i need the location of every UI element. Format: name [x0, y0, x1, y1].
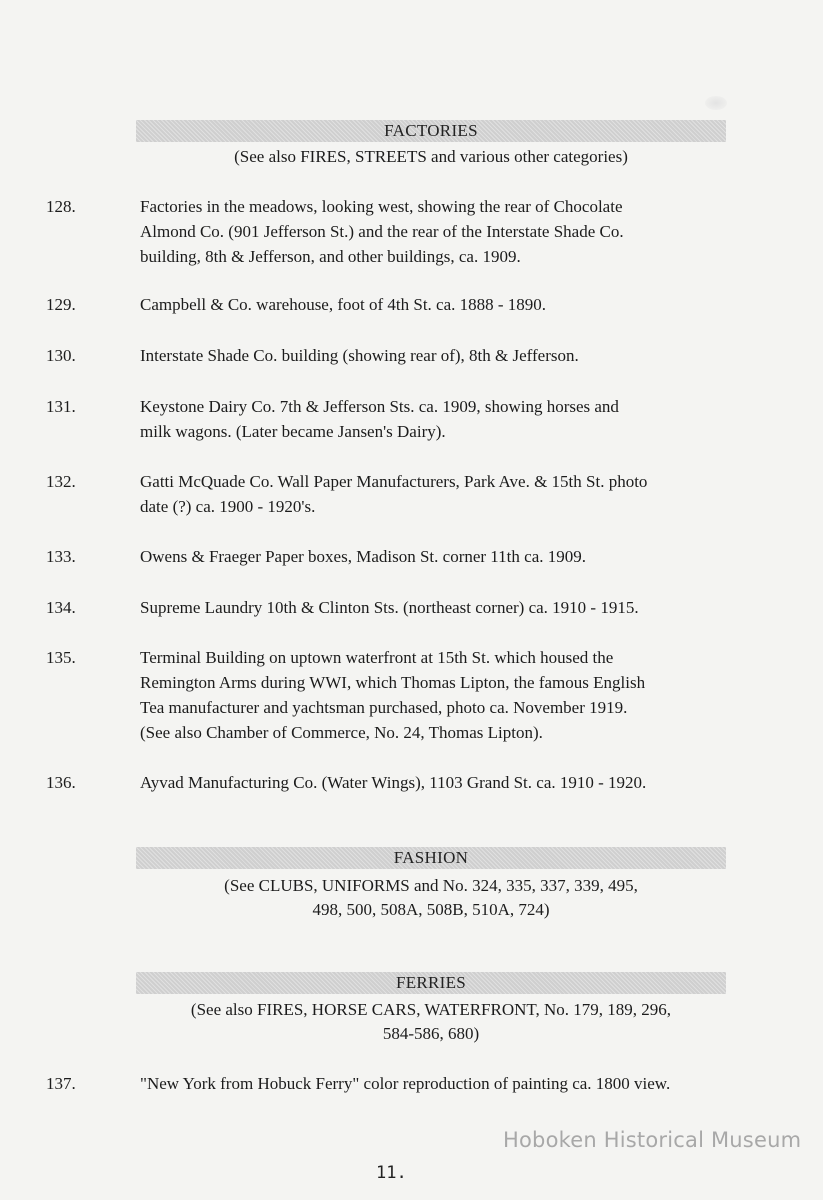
entry-description: Interstate Shade Co. building (showing rear of), 8th & Jefferson. — [140, 346, 579, 365]
entry-description: Terminal Building on uptown waterfront at 15th St. which housed the Remington Arms during WWI, which Thomas Lipton, the famous English Tea manufacturer and yachtsman purchased, photo ca. November 1919. (See also Chamber of Commerce, No. 24, Thomas Lipton). — [140, 648, 646, 742]
paper-speck — [705, 96, 727, 110]
entry-number: 133. — [46, 547, 76, 566]
entry-description: Campbell & Co. warehouse, foot of 4th St. ca. 1888 - 1890. — [140, 295, 547, 314]
watermark: Hoboken Historical Museum — [503, 1128, 802, 1152]
entry-description: "New York from Hobuck Ferry" color reproduction of painting ca. 1800 view. — [140, 1074, 671, 1093]
entry-number: 132. — [46, 472, 76, 491]
entry-description: Gatti McQuade Co. Wall Paper Manufacturers, Park Ave. & 15th St. photo date (?) ca. 1900 - 1920's. — [140, 472, 648, 516]
entry-number: 136. — [46, 773, 76, 792]
entry-number: 134. — [46, 598, 76, 617]
entry-description: Ayvad Manufacturing Co. (Water Wings), 1103 Grand St. ca. 1910 - 1920. — [140, 773, 647, 792]
entry-number: 128. — [46, 197, 76, 216]
section-header-factories: FACTORIES — [136, 120, 726, 142]
page-number: 11. — [376, 1163, 407, 1183]
entry-number: 131. — [46, 397, 76, 416]
entry-description: Supreme Laundry 10th & Clinton Sts. (northeast corner) ca. 1910 - 1915. — [140, 598, 639, 617]
entry-description: Owens & Fraeger Paper boxes, Madison St. corner 11th ca. 1909. — [140, 547, 586, 566]
entry-number: 137. — [46, 1074, 76, 1093]
entry-description: Keystone Dairy Co. 7th & Jefferson Sts. ca. 1909, showing horses and milk wagons. (Later became Jansen's Dairy). — [140, 397, 619, 441]
see-also-fashion: (See CLUBS, UNIFORMS and No. 324, 335, 337, 339, 495, 498, 500, 508A, 508B, 510A, 724) — [224, 876, 638, 919]
section-header-ferries: FERRIES — [136, 972, 726, 994]
section-header-fashion: FASHION — [136, 847, 726, 869]
see-also-ferries: (See also FIRES, HORSE CARS, WATERFRONT, No. 179, 189, 296, 584-586, 680) — [190, 1000, 672, 1043]
see-also-factories: (See also FIRES, STREETS and various other categories) — [234, 147, 628, 166]
entry-description: Factories in the meadows, looking west, showing the rear of Chocolate Almond Co. (901 Jefferson St.) and the rear of the Interstate Shade Co. building, 8th & Jefferson, and other buildings, ca. 1909. — [140, 197, 624, 266]
entry-number: 135. — [46, 648, 76, 667]
entry-number: 130. — [46, 346, 76, 365]
entry-number: 129. — [46, 295, 76, 314]
